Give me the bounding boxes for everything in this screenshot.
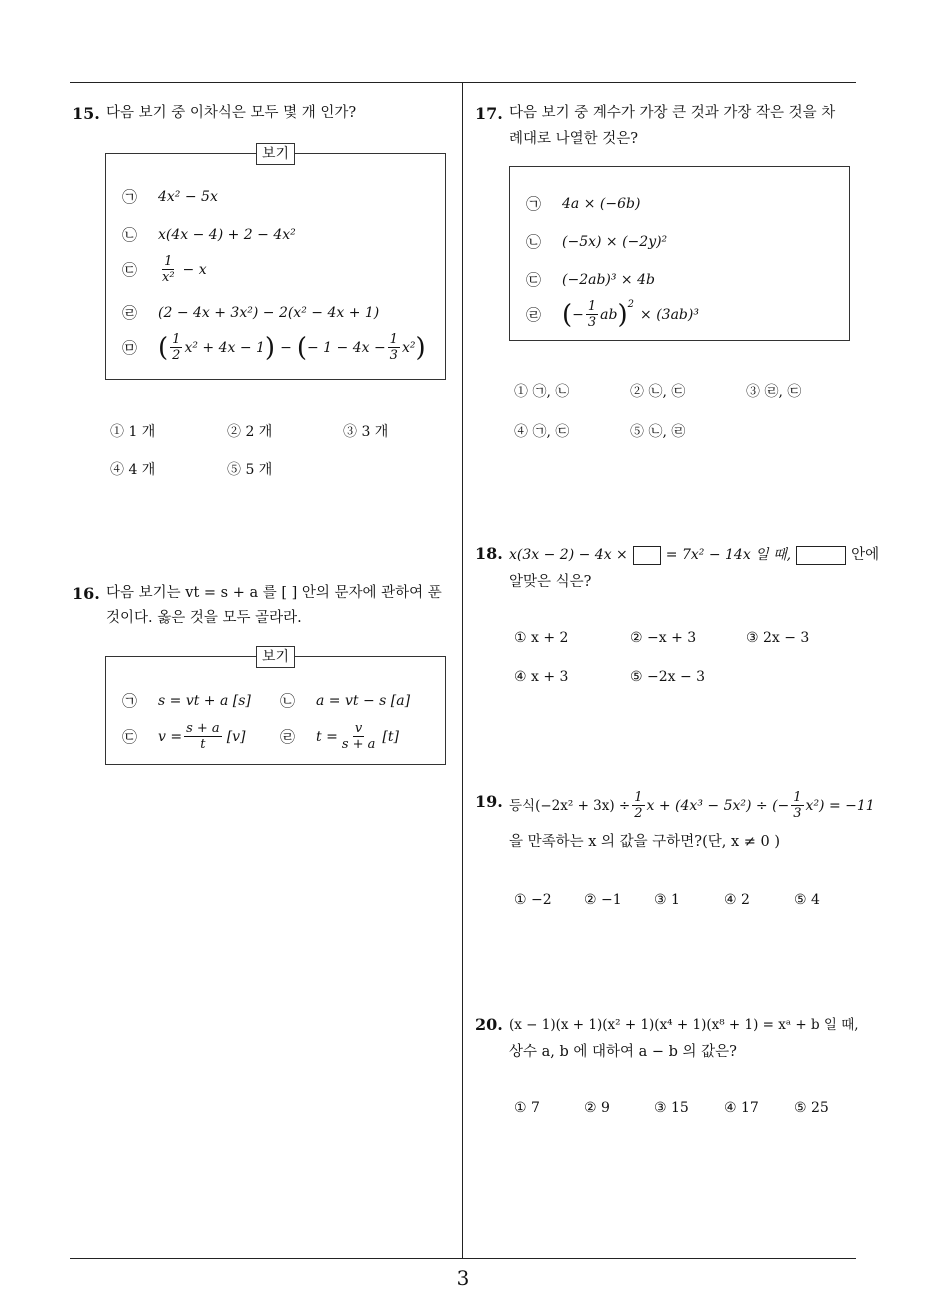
page-number: 3 (456, 1266, 470, 1290)
q15-example-box (105, 146, 446, 380)
q19-option-3[interactable]: ③ 1 (654, 892, 680, 908)
q16-item-4: ㉣ t = $\frac{v}{s + a}$ [t] (280, 721, 399, 752)
q16-item-3: ㉢ v = $\frac{s + a}{t}$ [v] (122, 721, 246, 752)
q19-option-5[interactable]: ⑤ 4 (794, 892, 820, 908)
q18-option-5[interactable]: ⑤ −2x − 3 (630, 669, 706, 685)
q15-item-3-fraction: $\frac{1}{\text{x²}}$ (162, 254, 175, 285)
q15-option-2[interactable]: ② 2 개 (227, 424, 273, 440)
q17-item-2: ㉡ (−5x) × (−2y)² (526, 233, 668, 251)
q18-line-2: 알맞은 식은? (509, 574, 592, 590)
q16-line-1: 다음 보기는 vt = s + a 를 [ ] 안의 문자에 관하여 푼 (106, 585, 442, 601)
q17-option-4[interactable]: ④ ㉠, ㉢ (514, 424, 570, 440)
q17-item-1: ㉠ 4a × (−6b) (526, 195, 641, 213)
q17-line-2: 례대로 나열한 것은? (509, 131, 639, 147)
q15-option-3[interactable]: ③ 3 개 (343, 424, 389, 440)
q16-box-label: 보기 (256, 646, 295, 668)
q19-line-2: 을 만족하는 x 의 값을 구하면?(단, x ≠ 0 ) (509, 834, 780, 850)
q16-number: 16. (72, 584, 100, 603)
q15-number: 15. (72, 104, 100, 123)
column-divider (462, 83, 463, 1259)
q15-option-5[interactable]: ⑤ 5 개 (227, 462, 273, 478)
q18-blank-2 (796, 546, 846, 565)
q15-item-2: ㉡ x(4x − 4) + 2 − 4x² (122, 226, 296, 244)
q19-number: 19. (475, 792, 503, 811)
top-rule (70, 82, 856, 83)
q15-item-4: ㉣ (2 − 4x + 3x²) − 2(x² − 4x + 1) (122, 304, 380, 322)
q20-option-3[interactable]: ③ 15 (654, 1100, 689, 1116)
q15-box-label: 보기 (256, 143, 295, 165)
q15-option-4[interactable]: ④ 4 개 (110, 462, 156, 478)
q18-option-2[interactable]: ② −x + 3 (630, 630, 697, 646)
bottom-rule (70, 1258, 856, 1259)
q17-option-5[interactable]: ⑤ ㉡, ㉣ (630, 424, 686, 440)
q18-option-1[interactable]: ① x + 2 (514, 630, 569, 646)
q15-option-1[interactable]: ① 1 개 (110, 424, 156, 440)
q18-option-4[interactable]: ④ x + 3 (514, 669, 569, 685)
q15-item-3: ㉢ $\frac{1}{\text{x²}}$ − x (122, 254, 207, 285)
q17-item-4: ㉣ ( − $\frac{1}{3}$ ab ) $^2$ × (3ab)³ (526, 299, 699, 330)
q17-item-3: ㉢ (−2ab)³ × 4b (526, 271, 655, 289)
q17-line-1: 다음 보기 중 계수가 가장 큰 것과 가장 작은 것을 차 (509, 105, 836, 121)
q17-example-box (509, 166, 850, 341)
q16-line-2: 것이다. 옳은 것을 모두 골라라. (106, 610, 302, 626)
q20-number: 20. (475, 1015, 503, 1034)
q16-example-box (105, 649, 446, 765)
q17-number: 17. (475, 104, 503, 123)
q19-option-4[interactable]: ④ 2 (724, 892, 750, 908)
q20-option-2[interactable]: ② 9 (584, 1100, 610, 1116)
q18-number: 18. (475, 544, 503, 563)
q18-blank-1 (633, 546, 661, 565)
q20-line-2: 상수 a, b 에 대하여 a − b 의 값은? (509, 1044, 737, 1060)
q18-option-3[interactable]: ③ 2x − 3 (746, 630, 810, 646)
q20-line-1: (x − 1)(x + 1)(x² + 1)(x⁴ + 1)(x⁸ + 1) = xᵃ + b 일 때, (509, 1017, 859, 1033)
q15-text: 다음 보기 중 이차식은 모두 몇 개 인가? (106, 105, 357, 121)
q16-item-2: ㉡ a = vt − s [a] (280, 692, 411, 710)
q19-option-1[interactable]: ① −2 (514, 892, 552, 908)
q17-option-2[interactable]: ② ㉡, ㉢ (630, 384, 686, 400)
q18-line-1: x(3x − 2) − 4x × = 7x² − 14x 일 때, 안에 (509, 547, 880, 563)
q15-item-5: ㉤ ( $\frac{1}{2}$ x² + 4x − 1 ) − ( − 1 − 4x − $\frac{1}{3}$ x² ) (122, 332, 426, 363)
q19-option-2[interactable]: ② −1 (584, 892, 622, 908)
q17-option-3[interactable]: ③ ㉣, ㉢ (746, 384, 802, 400)
q15-item-1: ㉠ 4x² − 5x (122, 188, 218, 206)
q16-item-1: ㉠ s = vt + a [s] (122, 692, 251, 710)
q20-option-1[interactable]: ① 7 (514, 1100, 540, 1116)
q20-option-4[interactable]: ④ 17 (724, 1100, 759, 1116)
q17-option-1[interactable]: ① ㉠, ㉡ (514, 384, 570, 400)
q20-option-5[interactable]: ⑤ 25 (794, 1100, 829, 1116)
q19-line-1: 등식(−2x² + 3x) ÷ $\frac{1}{2}$ x + (4x³ − 5x²) ÷ (− $\frac{1}{3}$ x²) = −11 (509, 790, 875, 821)
